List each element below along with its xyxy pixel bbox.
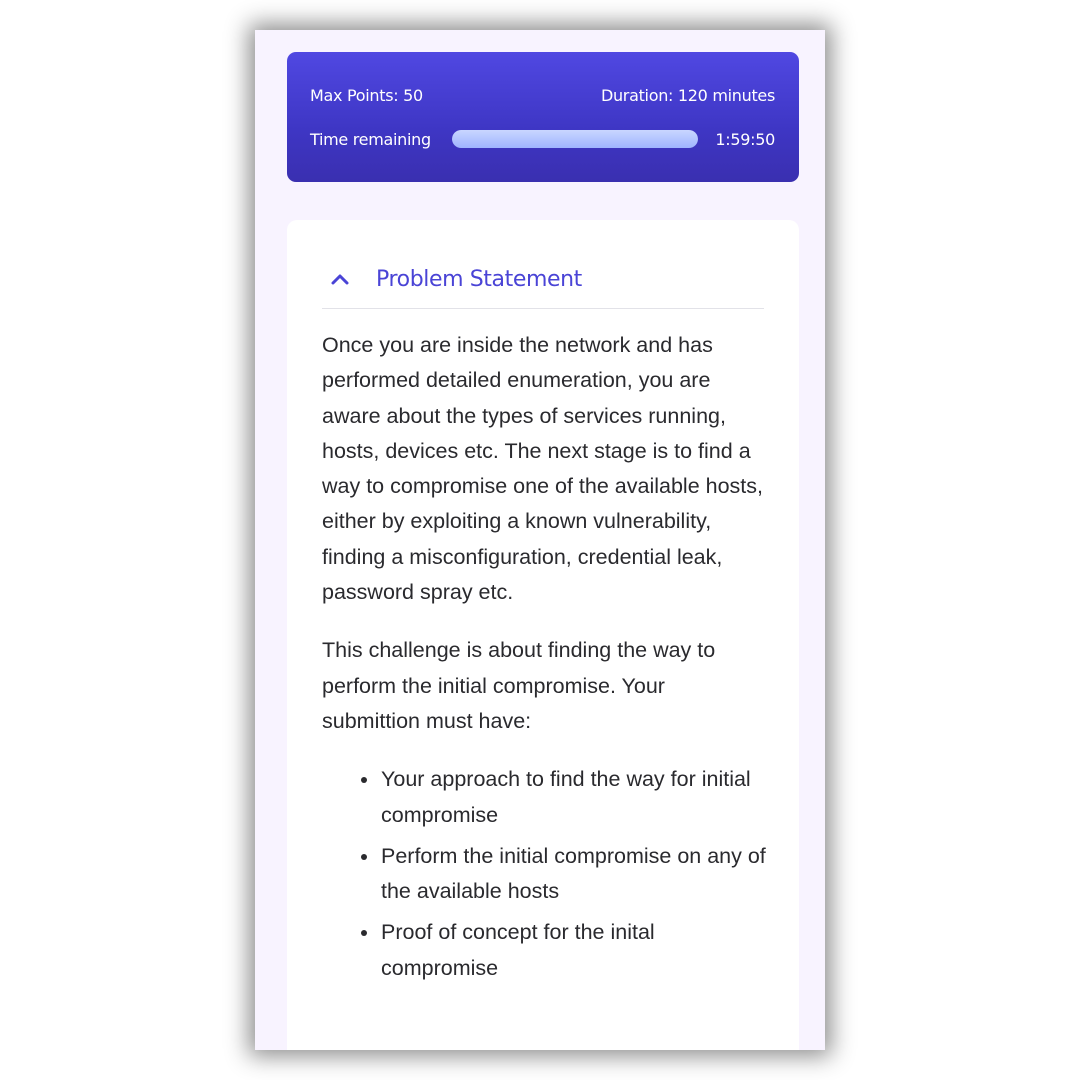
exam-timer-card (287, 52, 799, 182)
bullet-icon (361, 854, 367, 860)
chevron-up-icon (330, 268, 366, 290)
bullet-icon (361, 930, 367, 936)
time-remaining-progress-bar (452, 130, 698, 148)
progress-fill (452, 130, 698, 148)
problem-paragraph-2: This challenge is about finding the way to perform the initial compromise. Your submittion must have: (322, 638, 716, 733)
requirement-text: Perform the initial compromise on any of the available hosts (381, 843, 766, 904)
time-remaining-value: 1:59:50 (715, 130, 775, 149)
requirement-text: Your approach to find the way for initial compromise (381, 767, 751, 827)
duration-label: Duration: 120 minutes (600, 86, 775, 105)
list-item (381, 762, 767, 833)
problem-statement-card (287, 220, 799, 1050)
time-remaining-label: Time remaining (310, 130, 431, 149)
bullet-icon (361, 777, 367, 783)
requirements-list (322, 762, 767, 986)
problem-statement-body (322, 328, 767, 992)
mobile-screen (255, 30, 825, 1050)
timer-info-row (310, 86, 775, 105)
list-item (381, 839, 767, 910)
section-title: Problem Statement (376, 266, 582, 292)
list-item (381, 915, 767, 986)
problem-paragraph-1: Once you are inside the network and has performed detailed enumeration, you are aware about the types of services running, hosts, devices etc. The next stage is to find a way to compromise one of the available hosts, either by exploiting a known vulnerability, finding a misconfiguration, credential leak, password spray etc. (322, 333, 763, 605)
requirement-text: Proof of concept for the inital compromise (381, 920, 655, 980)
problem-statement-toggle[interactable] (322, 250, 764, 309)
max-points-label: Max Points: 50 (310, 86, 423, 105)
